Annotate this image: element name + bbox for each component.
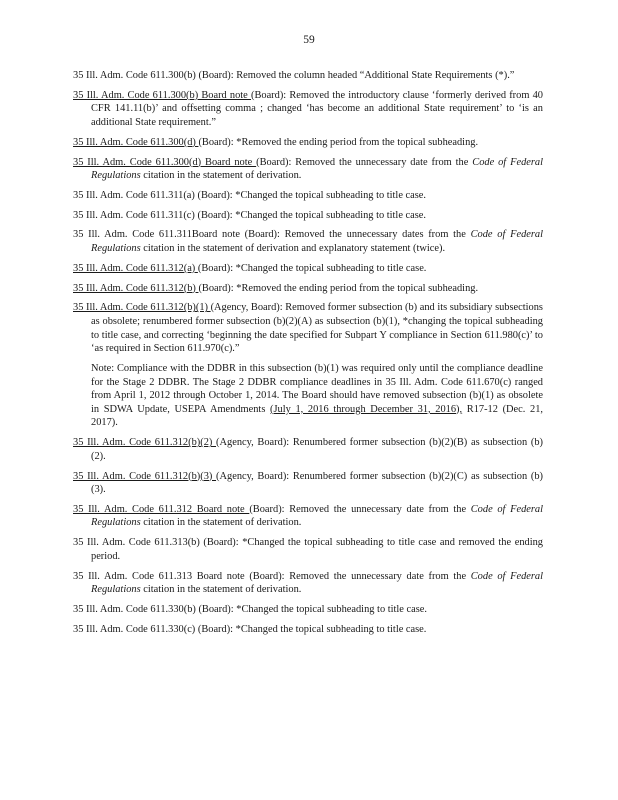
entry-text: (Board): *Changed the topical subheading to title case.	[197, 262, 427, 274]
amendment-entry	[73, 89, 543, 130]
amendment-entry	[73, 136, 543, 150]
amendment-entry	[73, 503, 543, 530]
italic-text: Code of Federal Regulations	[91, 156, 544, 182]
underlined-text: 35 Ill. Adm. Code 611.312 Board note	[73, 503, 250, 515]
underlined-text: 35 Ill. Adm. Code 611.312(b)(1)	[73, 302, 211, 314]
page-number: 59	[303, 34, 315, 46]
amendment-entry	[73, 282, 543, 296]
entry-text: 35 Ill. Adm. Code 611.313(b) (Board): *Changed the topical subheading to title case and removed the ending period.	[73, 537, 543, 562]
underlined-text: 35 Ill. Adm. Code 611.300(b) Board note	[73, 89, 251, 101]
underlined-text: 35 Ill. Adm. Code 611.300(d)	[73, 136, 199, 148]
underlined-text: 35 Ill. Adm. Code 611.300(d) Board note	[73, 156, 257, 168]
entry-text: 35 Ill. Adm. Code 611.311(a) (Board): *Changed the topical subheading to title case.	[73, 189, 427, 201]
entry-text: citation in the statement of derivation.	[140, 584, 302, 596]
amendment-entry	[73, 436, 543, 463]
entry-text: (Agency, Board): Removed former subsection (b) and its subsidiary subsections as obsolete; renumbered former subsection (b)(2)(A) as subsection (b)(1), *changing the topical subheading to title case, and correcting ‘beginning the date specified for Subpart Y compliance in Section 611.980(c)’ to ‘as required in Section 611.970(c).”	[91, 302, 543, 355]
entry-text: (Board): Removed the unnecessary date from the	[249, 503, 471, 515]
amendment-entry	[73, 69, 543, 83]
entry-text: 35 Ill. Adm. Code 611.311(c) (Board): *Changed the topical subheading to title case.	[73, 209, 427, 221]
amendment-entry	[73, 189, 543, 203]
amendment-entry	[73, 228, 543, 255]
entry-text: (Agency, Board): Renumbered former subsection (b)(2)(C) as subsection (b)(3).	[91, 470, 543, 496]
amendment-entry	[73, 156, 543, 183]
entry-text: (Board): Removed the introductory clause ‘formerly derived from 40 CFR 141.11(b)’ and offsetting comma ; changed ‘has become an additional State requirement’ to ‘is an additional State requirement.”	[91, 89, 543, 128]
entry-text: Note: Compliance with the DDBR in this subsection (b)(1) was required only until the compliance deadline for the Stage 2 DDBR. The Stage 2 DDBR compliance deadlines in 35 Ill. Adm. Code 611.670(c) ranged from April 1, 2012 through October 1, 2014. The Board should have removed subsection (b)(1) as obsolete in SDWA Update, USEPA Amendments	[91, 362, 543, 415]
amendment-list	[73, 69, 543, 643]
underlined-text: 35 Ill. Adm. Code 611.312(b)(2)	[73, 437, 217, 449]
entry-text: 35 Ill. Adm. Code 611.330(c) (Board): *Changed the topical subheading to title case.	[73, 623, 427, 635]
amendment-entry	[73, 470, 543, 497]
entry-text: 35 Ill. Adm. Code 611.313 Board note (Board): Removed the unnecessary date from the	[73, 570, 471, 582]
entry-text: (Board): *Removed the ending period from the topical subheading.	[198, 136, 479, 148]
amendment-entry	[73, 570, 543, 597]
amendment-entry	[73, 603, 543, 617]
underlined-text: 35 Ill. Adm. Code 611.312(b)	[73, 282, 199, 294]
entry-text: (Board): Removed the unnecessary date from the	[256, 156, 473, 168]
entry-text: R17-12 (Dec. 21, 2017).	[91, 403, 543, 429]
note-paragraph	[73, 362, 543, 430]
entry-text: citation in the statement of derivation.	[140, 517, 302, 529]
amendment-entry	[73, 262, 543, 276]
underlined-text: 35 Ill. Adm. Code 611.312(b)(3)	[73, 470, 217, 482]
entry-text: 35 Ill. Adm. Code 611.311Board note (Board): Removed the unnecessary dates from the	[73, 229, 471, 241]
amendment-entry	[73, 623, 543, 637]
underlined-text: (July 1, 2016 through December 31, 2016),	[270, 403, 463, 415]
entry-text: 35 Ill. Adm. Code 611.300(b) (Board): Removed the column headed “Additional State Requirements (*).”	[73, 70, 515, 81]
entry-text: 35 Ill. Adm. Code 611.330(b) (Board): *Changed the topical subheading to title case.	[73, 604, 427, 615]
italic-text: Code of Federal Regulations	[91, 570, 544, 596]
amendment-entry	[73, 301, 543, 355]
italic-text: Code of Federal Regulations	[91, 503, 544, 529]
amendment-entry	[73, 209, 543, 223]
amendment-entry	[73, 536, 543, 563]
italic-text: Code of Federal Regulations	[91, 229, 543, 255]
entry-text: citation in the statement of derivation.	[140, 170, 302, 182]
underlined-text: 35 Ill. Adm. Code 611.312(a)	[73, 262, 198, 274]
entry-text: citation in the statement of derivation and explanatory statement (twice).	[140, 243, 446, 255]
entry-text: (Board): *Removed the ending period from the topical subheading.	[198, 282, 479, 294]
entry-text: (Agency, Board): Renumbered former subsection (b)(2)(B) as subsection (b)(2).	[91, 437, 543, 462]
